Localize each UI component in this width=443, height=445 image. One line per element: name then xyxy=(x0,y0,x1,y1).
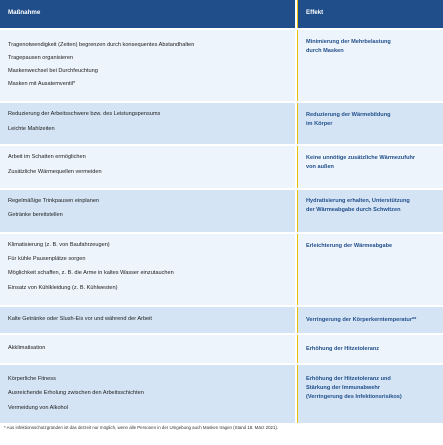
footnote: * Aus infektionsschutzgründen ist das derzeit nur möglich, wenn alle Personen in der Umgebung auch Masken tragen (Stand 18. März 2021). xyxy=(4,425,279,430)
measure-item: Reduzierung der Arbeitsschwere bzw. des Leistungspensums xyxy=(8,111,161,117)
table-row xyxy=(0,30,443,101)
measure-item: Klimatisierung (z. B. von Baufahrzeugen) xyxy=(8,242,110,248)
measure-item: Ausreichende Erholung zwischen den Arbeitsschichten xyxy=(8,390,144,396)
effect-text: Reduzierung der Wärmebildung xyxy=(306,112,391,118)
measure-cell xyxy=(0,335,295,363)
table-row xyxy=(0,335,443,363)
measure-item: Körperliche Fitness xyxy=(8,376,56,382)
table-header xyxy=(0,0,443,28)
effect-cell xyxy=(297,30,443,101)
measure-item: Einsatz von Kühlkleidung (z. B. Kühlwesten) xyxy=(8,285,118,291)
effect-text: Hydratisierung erhalten, Unterstützung xyxy=(306,198,410,204)
measure-cell xyxy=(0,365,295,423)
measure-item: Leichte Mahlzeiten xyxy=(8,126,55,132)
measure-item: Akklimatisation xyxy=(8,345,46,351)
effect-text: Verringerung der Körperkerntemperatur** xyxy=(306,317,417,323)
measure-item: Möglichkeit schaffen, z. B. die Arme in kaltes Wasser einzutauchen xyxy=(8,270,174,276)
effect-text: von außen xyxy=(306,164,334,170)
measure-cell xyxy=(0,30,295,101)
measure-item: Getränke bereitstellen xyxy=(8,212,63,218)
effect-cell xyxy=(297,307,443,333)
table-row xyxy=(0,365,443,423)
measure-cell xyxy=(0,146,295,188)
measure-item: Vermeidung von Alkohol xyxy=(8,405,69,411)
table-row xyxy=(0,234,443,305)
table-row xyxy=(0,146,443,188)
measure-cell xyxy=(0,103,295,144)
effect-cell xyxy=(297,234,443,305)
effect-cell xyxy=(297,103,443,144)
table-row xyxy=(0,307,443,333)
measure-item: Maskenwechsel bei Durchfeuchtung xyxy=(8,68,98,74)
measure-cell xyxy=(0,190,295,232)
effect-text: im Körper xyxy=(306,121,333,127)
measure-item: Kalte Getränke oder Slush-Eis vor und während der Arbeit xyxy=(8,316,152,322)
measure-item: Masken mit Ausatemventil* xyxy=(8,81,76,87)
measure-item: Regelmäßige Trinkpausen einplanen xyxy=(8,198,100,204)
measure-cell xyxy=(0,307,295,333)
effect-text: der Wärmeabgabe durch Schwitzen xyxy=(306,207,401,213)
measure-item: Tragepausen organisieren xyxy=(8,55,74,61)
measure-item: Tragenotwendigkeit (Zeiten) begrenzen durch konsequentes Abstandhalten xyxy=(8,42,195,48)
header-effect: Effekt xyxy=(297,0,443,28)
table-row xyxy=(0,190,443,232)
header-measure: Maßnahme xyxy=(0,0,295,28)
effect-text: Erhöhung der Hitzetoleranz und xyxy=(306,376,391,382)
effect-text: Erleichterung der Wärmeabgabe xyxy=(306,243,393,249)
effect-text: Stärkung der Immunabwehr xyxy=(306,385,380,391)
effect-cell xyxy=(297,146,443,188)
measure-cell xyxy=(0,234,295,305)
effect-text: Erhöhung der Hitzetoleranz xyxy=(306,346,380,352)
measure-item: Zusätzliche Wärmequellen vermeiden xyxy=(8,169,102,175)
effect-text: Minimierung der Mehrbelastung xyxy=(306,39,391,45)
effect-text: (Verringerung des Infektionsrisikos) xyxy=(306,394,402,400)
table-row xyxy=(0,103,443,144)
effect-cell xyxy=(297,190,443,232)
effect-cell xyxy=(297,335,443,363)
effect-cell xyxy=(297,365,443,423)
effect-text: durch Masken xyxy=(306,48,344,54)
effect-text: Keine unnötige zusätzliche Wärmezufuhr xyxy=(306,155,416,161)
measure-item: Arbeit im Schatten ermöglichen xyxy=(8,154,86,160)
measure-item: Für kühle Pausenplätze sorgen xyxy=(8,256,86,262)
